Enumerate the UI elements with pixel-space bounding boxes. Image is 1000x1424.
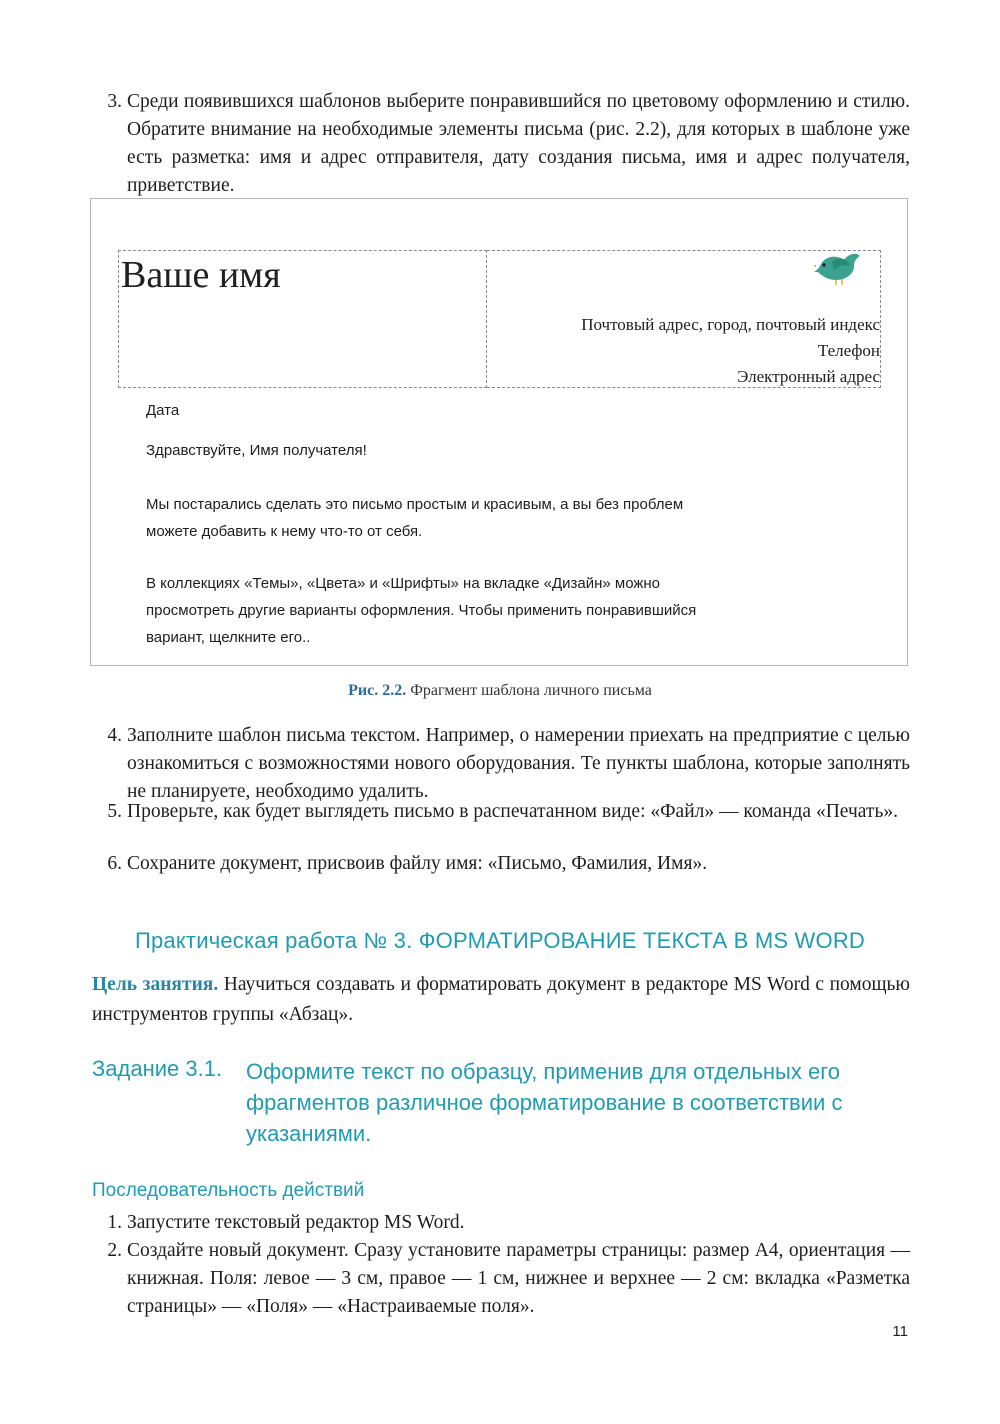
template-your-name: Ваше имя [121,254,281,296]
template-paragraph-line: вариант, щелкните его.. [146,629,311,646]
list-number: 4. [107,725,122,746]
list-number: 3. [107,91,122,112]
task-text: Оформите текст по образцу, применив для отдельных его фрагментов различное форматирование в соответствии с указаниями. [246,1059,843,1146]
list-item [92,798,910,826]
template-address: Почтовый адрес, город, почтовый индекс [581,315,880,334]
list-text: Сохраните документ, присвоив файлу имя: «Письмо, Фамилия, Имя». [127,853,708,874]
list-item [92,722,910,806]
template-paragraph-line: можете добавить к нему что-то от себя. [146,523,423,540]
goal-text: Научиться создавать и форматировать документ в редакторе MS Word с помощью инструментов группы «Абзац». [92,974,911,1025]
figure-caption-text: Фрагмент шаблона личного письма [410,682,652,699]
list-number: 5. [107,801,122,822]
template-phone: Телефон [817,341,880,360]
page-number: 11 [892,1323,908,1340]
list-item [92,1237,910,1321]
list-text: Проверьте, как будет выглядеть письмо в распечатанном виде: «Файл» — команда «Печать». [127,801,898,822]
list-number: 1. [107,1212,122,1233]
figure-caption [0,682,1000,700]
template-greeting: Здравствуйте, Имя получателя! [146,442,367,459]
list-number: 6. [107,853,122,874]
list-text: Среди появившихся шаблонов выберите понравившийся по цветовому оформлению и стилю. Обратите внимание на необходимые элементы письма (рис. 2.2), для которых в шаблоне уже есть разметка: имя и адрес отправителя, дату создания письма, имя и адрес получателя, приветствие. [127,91,910,196]
template-email: Электронный адрес [737,367,880,386]
goal-paragraph [92,970,910,1030]
sequence-heading: Последовательность действий [92,1180,365,1201]
list-item [92,850,910,878]
list-text: Запустите текстовый редактор MS Word. [127,1212,465,1233]
figure-caption-label: Рис. 2.2. [348,682,407,699]
goal-label: Цель занятия. [92,974,219,995]
task-label: Задание 3.1. [92,1056,223,1081]
template-paragraph-line: просмотреть другие варианты оформления. Чтобы применить понравившийся [146,602,697,619]
template-paragraph-line: Мы постарались сделать это письмо простым и красивым, а вы без проблем [146,496,684,513]
practice-title: Практическая работа № 3. ФОРМАТИРОВАНИЕ ТЕКСТА В MS WORD [134,928,866,953]
list-text: Создайте новый документ. Сразу установите параметры страницы: размер А4, ориентация — книжная. Поля: левое — 3 см, правое — 1 см, нижнее и верхнее — 2 см: вкладка «Разметка страницы» — «Поля» — «Настраиваемые поля». [127,1240,910,1317]
list-item [92,88,910,200]
template-date: Дата [146,402,180,419]
template-paragraph-line: В коллекциях «Темы», «Цвета» и «Шрифты» на вкладке «Дизайн» можно [146,575,661,592]
list-item [92,1209,910,1237]
list-text: Заполните шаблон письма текстом. Например, о намерении приехать на предприятие с целью ознакомиться с возможностями нового оборудования. Те пункты шаблона, которые заполнять не планируете, необходимо удалить. [127,725,910,802]
bird-icon [814,248,868,286]
list-number: 2. [107,1240,122,1261]
